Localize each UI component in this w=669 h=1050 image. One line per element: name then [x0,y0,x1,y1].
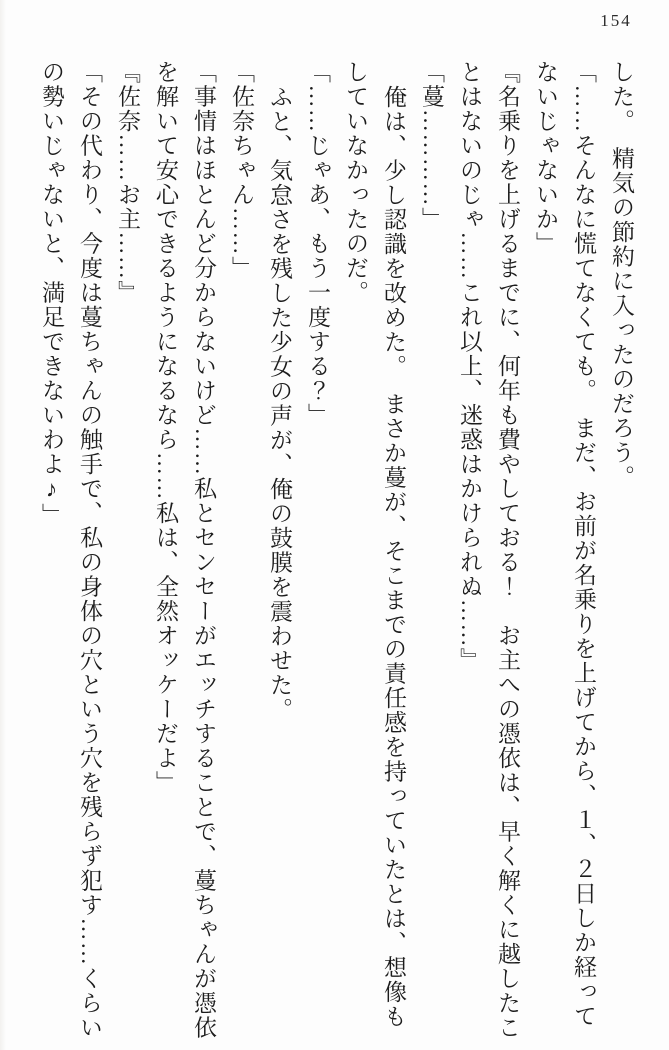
paragraph-11: 「その代わり、今度は蔓ちゃんの触手で、私の身体の穴という穴を残らず犯す……くらいの勢いじゃないと、満足できないわよ♪」 [39,60,102,1040]
paragraph-4: 「蔓…………」 [419,60,444,232]
paragraph-2: 「……そんなに慌てなくても。 まだ、お前が名乗りを上げてから、１、２日しか経ってないじゃないか」 [533,60,596,1029]
paragraph-3: 『名乗りを上げるまでに、何年も費やしておる！ お主への憑依は、早く解くに越したことはないのじゃ……これ以上、迷惑はかけられぬ……』 [457,60,520,1040]
paragraph-10: 『佐奈……お主……』 [115,60,140,305]
page-number: 154 [600,11,632,30]
paragraph-1: した。 精気の節約に入ったのだろう。 [609,60,634,490]
page-text [30,60,640,1042]
paragraph-9: 「事情はほとんど分からないけど……私とセンセーがエッチすることで、蔓ちゃんが憑依を解いて安心できるようになるなら……私は、全然オッケーだよ」 [153,60,216,1040]
paragraph-7: ふと、気怠さを残した少女の声が、俺の鼓膜を震わせた。 [267,84,292,722]
paragraph-8: 「佐奈ちゃん……」 [229,60,254,281]
paragraph-5: 俺は、少し認識を改めた。 まさか蔓が、そこまでの責任感を持っていたとは、想像もしていなかったのだ。 [343,60,406,1029]
paragraph-6: 「……じゃあ、もう一度する？」 [305,60,330,428]
